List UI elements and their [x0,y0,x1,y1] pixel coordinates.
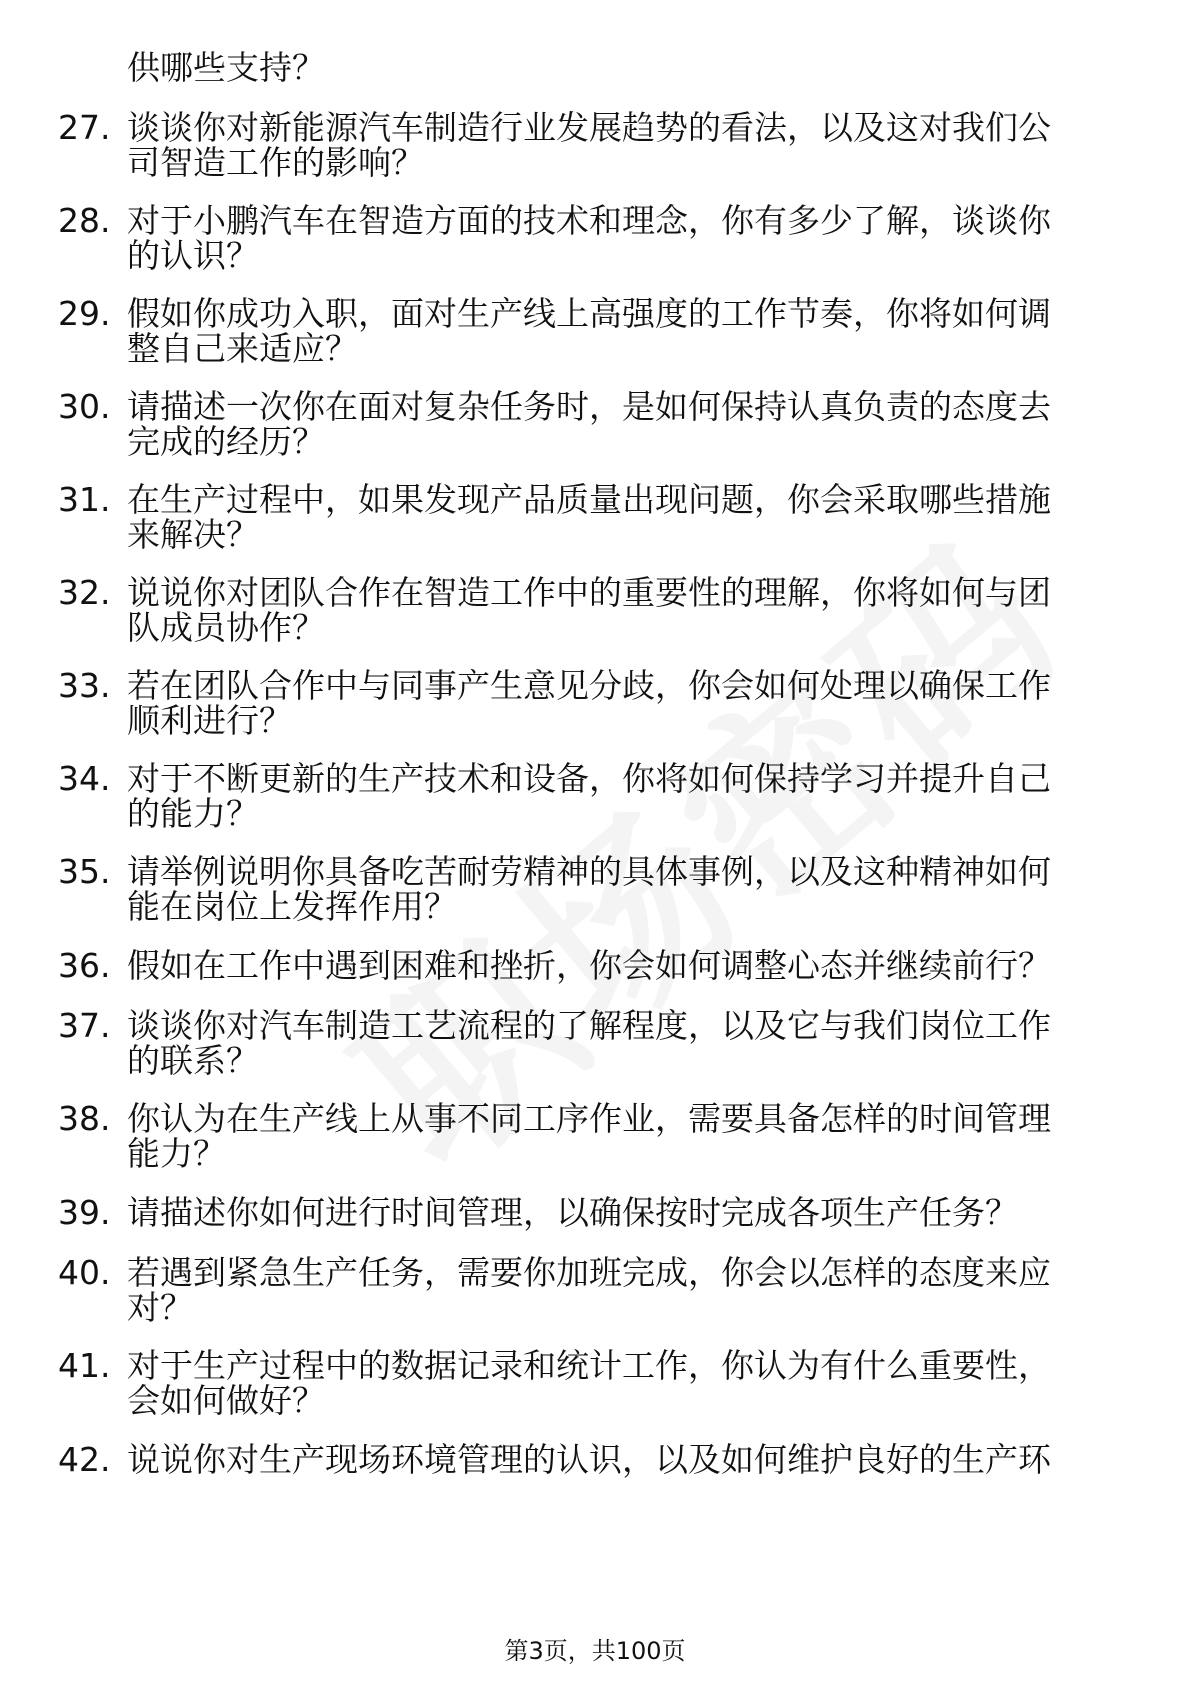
item-text: 请描述你如何进行时间管理，以确保按时完成各项生产任务？ [127,1193,1018,1232]
item-text: 在生产过程中，如果发现产品质量出现问题，你会采取哪些措施 [127,480,1051,519]
item-number: 33. [58,666,111,705]
item-text: 说说你对生产现场环境管理的认识，以及如何维护良好的生产环 [127,1440,1051,1479]
item-text: 队成员协作？ [127,608,325,647]
item-number: 41. [58,1346,111,1385]
item-number: 37. [58,1006,111,1045]
item-text: 谈谈你对汽车制造工艺流程的了解程度，以及它与我们岗位工作 [127,1006,1051,1045]
item-text: 若遇到紧急生产任务，需要你加班完成，你会以怎样的态度来应 [127,1253,1051,1292]
item-number: 28. [58,201,111,240]
item-text: 的联系？ [127,1041,259,1080]
item-text: 对？ [127,1288,193,1327]
item-text: 能力？ [127,1134,226,1173]
item-text: 对于生产过程中的数据记录和统计工作，你认为有什么重要性， [127,1346,1051,1385]
item-number: 35. [58,852,111,891]
item-number: 32. [58,573,111,612]
item-text: 说说你对团队合作在智造工作中的重要性的理解，你将如何与团 [127,573,1051,612]
item-text: 来解决？ [127,515,259,554]
item-text: 会如何做好？ [127,1381,325,1420]
continuation-text: 供哪些支持？ [127,48,325,87]
item-text: 对于不断更新的生产技术和设备，你将如何保持学习并提升自己 [127,759,1051,798]
item-text: 你认为在生产线上从事不同工序作业，需要具备怎样的时间管理 [127,1099,1051,1138]
item-number: 30. [58,387,111,426]
item-text: 能在岗位上发挥作用？ [127,887,457,926]
item-text: 对于小鹏汽车在智造方面的技术和理念，你有多少了解，谈谈你 [127,201,1051,240]
page-footer: 第3页，共100页 [504,1637,686,1665]
item-number: 34. [58,759,111,798]
item-text: 的认识？ [127,236,259,275]
item-text: 请举例说明你具备吃苦耐劳精神的具体事例，以及这种精神如何 [127,852,1051,891]
item-text: 司智造工作的影响？ [127,143,424,182]
item-text: 的能力？ [127,794,259,833]
item-number: 40. [58,1253,111,1292]
item-text: 假如在工作中遇到困难和挫折，你会如何调整心态并继续前行？ [127,946,1051,985]
item-number: 27. [58,108,111,147]
item-text: 完成的经历？ [127,422,325,461]
item-text: 假如你成功入职，面对生产线上高强度的工作节奏，你将如何调 [127,294,1051,333]
item-text: 谈谈你对新能源汽车制造行业发展趋势的看法，以及这对我们公 [127,108,1051,147]
item-number: 39. [58,1193,111,1232]
item-number: 36. [58,946,111,985]
item-text: 整自己来适应？ [127,329,358,368]
item-number: 42. [58,1440,111,1479]
item-text: 若在团队合作中与同事产生意见分歧，你会如何处理以确保工作 [127,666,1051,705]
item-text: 请描述一次你在面对复杂任务时，是如何保持认真负责的态度去 [127,387,1051,426]
item-number: 38. [58,1099,111,1138]
item-text: 顺利进行？ [127,701,292,740]
item-number: 31. [58,480,111,519]
item-number: 29. [58,294,111,333]
